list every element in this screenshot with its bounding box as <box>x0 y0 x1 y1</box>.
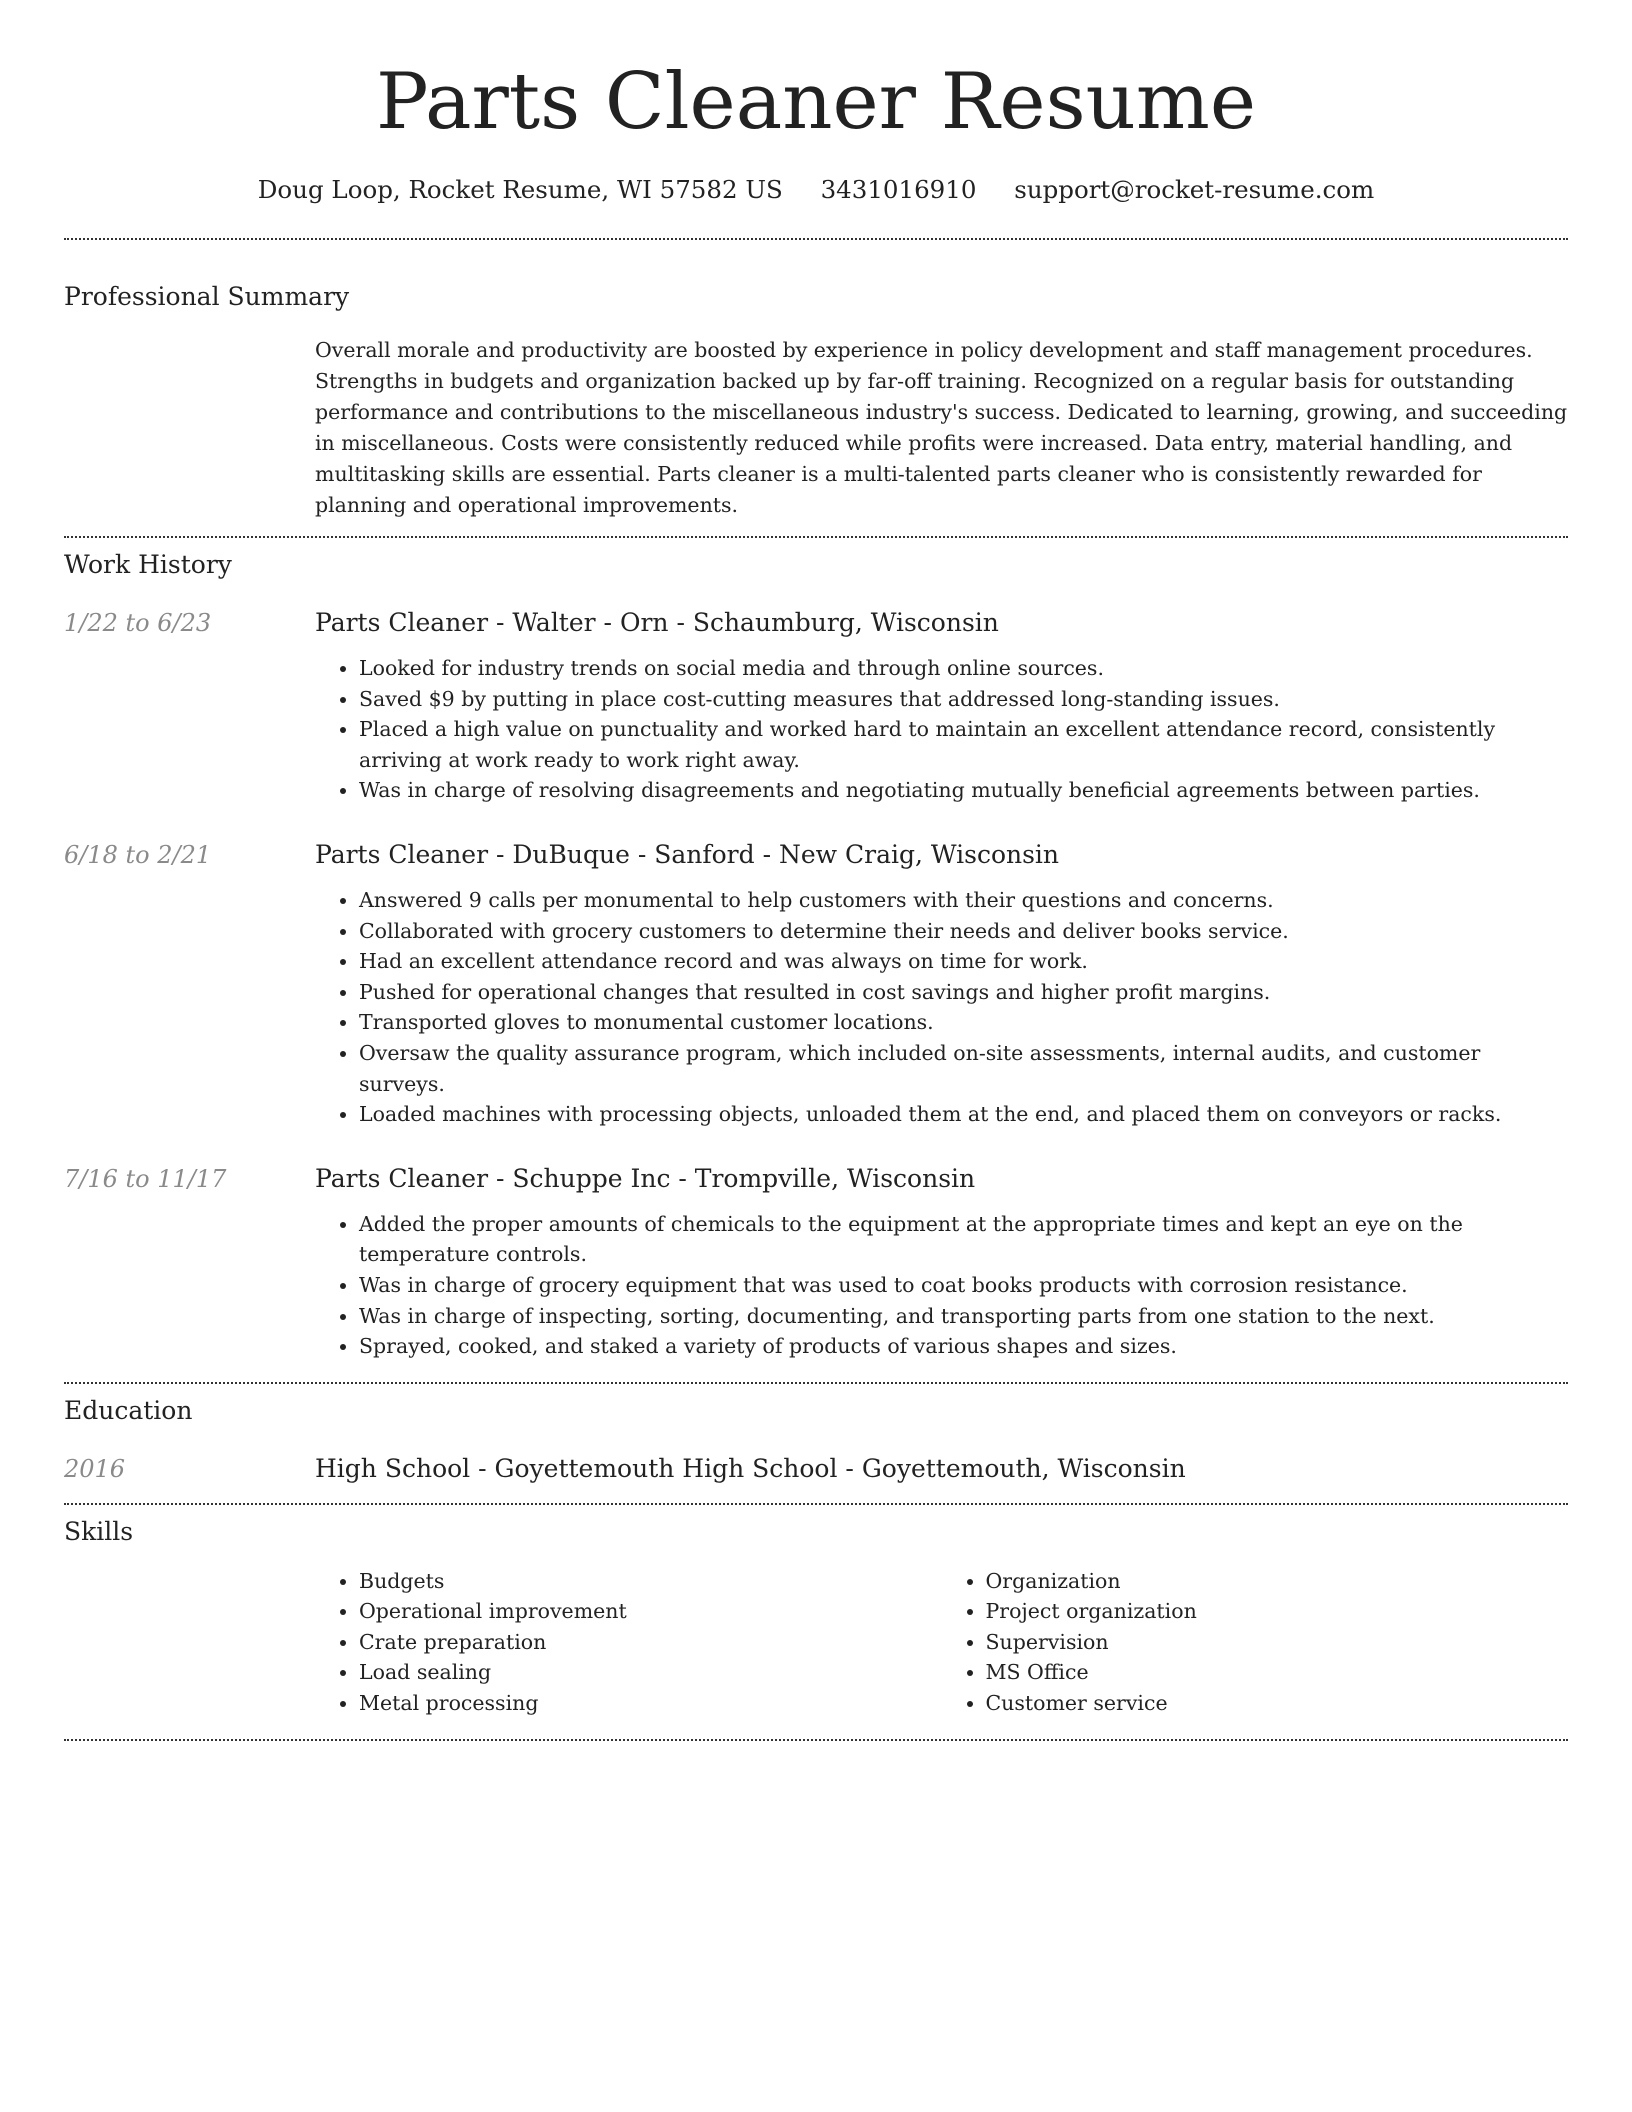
list-item: • Load sealing <box>359 1657 942 1688</box>
job-title: Parts Cleaner - Schuppe Inc - Trompville, Wisconsin <box>315 1163 976 1193</box>
education-title: High School - Goyettemouth High School - Goyettemouth, Wisconsin <box>315 1453 1186 1483</box>
section-divider <box>64 1739 1568 1741</box>
list-item: • Had an excellent attendance record and was always on time for work. <box>359 946 1568 977</box>
job-title: Parts Cleaner - Walter - Orn - Schaumburg, Wisconsin <box>315 608 999 637</box>
skills-columns <box>315 1566 1568 1719</box>
job-bullets <box>315 1209 1568 1362</box>
job-dates: 7/16 to 11/17 <box>64 1164 227 1193</box>
list-item: • Oversaw the quality assurance program, which included on-site assessments, internal audits, and customer surveys. <box>359 1038 1568 1099</box>
contact-email: support@rocket-resume.com <box>1014 175 1375 204</box>
job-title: Parts Cleaner - DuBuque - Sanford - New Craig, Wisconsin <box>315 839 1060 869</box>
list-item: • Was in charge of grocery equipment that was used to coat books products with corrosion resistance. <box>359 1270 1568 1301</box>
work-heading: Work History <box>64 550 232 579</box>
list-item: • Customer service <box>986 1688 1569 1719</box>
list-item: • Answered 9 calls per monumental to help customers with their questions and concerns. <box>359 885 1568 916</box>
list-item: • Collaborated with grocery customers to determine their needs and deliver books service. <box>359 916 1568 947</box>
section-divider <box>64 1382 1568 1384</box>
job-bullets <box>315 885 1568 1130</box>
list-item: • Added the proper amounts of chemicals to the equipment at the appropriate times and kept an eye on the temperature controls. <box>359 1209 1568 1270</box>
list-item: • Was in charge of inspecting, sorting, documenting, and transporting parts from one station to the next. <box>359 1301 1568 1332</box>
list-item: • Looked for industry trends on social media and through online sources. <box>359 653 1568 684</box>
job-entry <box>64 1163 1568 1362</box>
summary-heading: Professional Summary <box>64 282 350 311</box>
list-item: • Saved $9 by putting in place cost-cutting measures that addressed long-standing issues. <box>359 684 1568 715</box>
list-item: • Sprayed, cooked, and staked a variety of products of various shapes and sizes. <box>359 1331 1568 1362</box>
contact-address: Doug Loop, Rocket Resume, WI 57582 US <box>257 175 783 204</box>
education-heading: Education <box>64 1395 193 1425</box>
job-bullets <box>315 653 1568 806</box>
list-item: • Transported gloves to monumental customer locations. <box>359 1007 1568 1038</box>
page-title: Parts Cleaner Resume <box>376 57 1256 147</box>
education-year: 2016 <box>64 1454 126 1483</box>
job-dates: 6/18 to 2/21 <box>64 840 212 869</box>
list-item: • Metal processing <box>359 1688 942 1719</box>
contact-phone: 3431016910 <box>820 175 977 204</box>
list-item: • Operational improvement <box>359 1596 942 1627</box>
list-item: • Crate preparation <box>359 1627 942 1658</box>
section-divider <box>64 1503 1568 1505</box>
skills-heading: Skills <box>64 1516 134 1546</box>
list-item: • Organization <box>986 1566 1569 1597</box>
education-entry <box>64 1453 1568 1485</box>
list-item: • MS Office <box>986 1657 1569 1688</box>
job-dates: 1/22 to 6/23 <box>64 609 212 637</box>
list-item: • Was in charge of resolving disagreements and negotiating mutually beneficial agreements between parties. <box>359 775 1568 806</box>
list-item: • Pushed for operational changes that resulted in cost savings and higher profit margins. <box>359 977 1568 1008</box>
contact-line <box>64 174 1568 206</box>
list-item: • Loaded machines with processing objects, unloaded them at the end, and placed them on conveyors or racks. <box>359 1099 1568 1130</box>
section-divider <box>64 238 1568 240</box>
list-item: • Placed a high value on punctuality and worked hard to maintain an excellent attendance record, consistently arriving at work ready to work right away. <box>359 714 1568 775</box>
summary-row <box>64 335 1568 521</box>
list-item: • Budgets <box>359 1566 942 1597</box>
skills-list-left <box>315 1566 942 1719</box>
job-entry <box>64 839 1568 1130</box>
summary-text: Overall morale and productivity are boosted by experience in policy development and staff management procedures. Strengths in budgets and organization backed up by far-off training. Recognized on a regular basis for outstanding performance and contributions to the miscellaneous industry's success. Dedicated to learning, growing, and succeeding in miscellaneous. Costs were consistently reduced while profits were increased. Data entry, material handling, and multitasking skills are essential. Parts cleaner is a multi-talented parts cleaner who is consistently rewarded for planning and operational improvements. <box>315 338 1568 517</box>
section-divider <box>64 536 1568 538</box>
job-entry <box>64 607 1568 806</box>
skills-row <box>64 1566 1568 1719</box>
list-item: • Project organization <box>986 1596 1569 1627</box>
skills-list-right <box>942 1566 1569 1719</box>
list-item: • Supervision <box>986 1627 1569 1658</box>
